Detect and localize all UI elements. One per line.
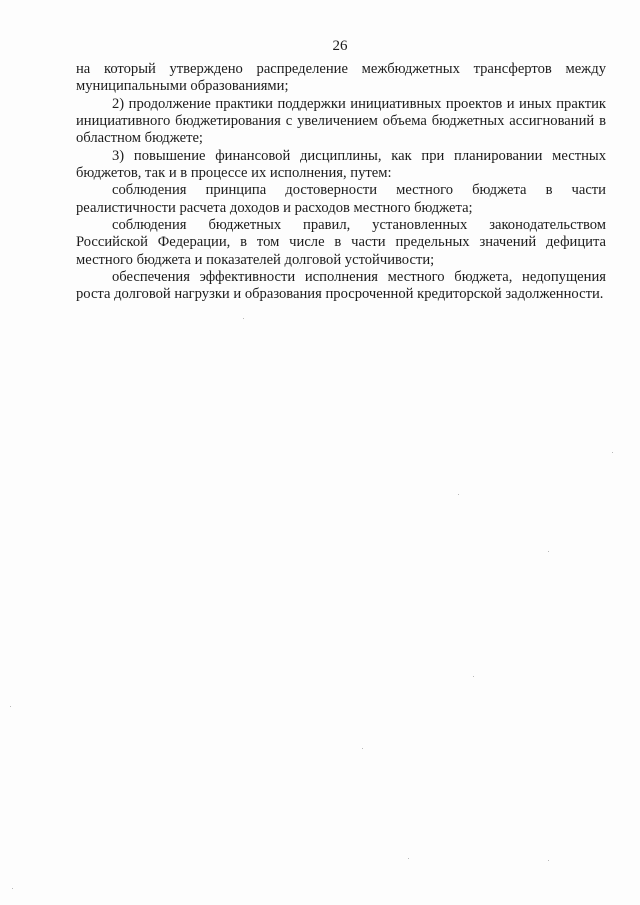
scan-speck [12, 888, 13, 889]
scan-speck [458, 494, 459, 495]
document-body [76, 61, 606, 304]
scan-speck [408, 858, 409, 859]
paragraph-budget-efficiency: обеспечения эффективности исполнения местного бюджета, недопущения роста долговой нагрузки и образования просроченной кредиторской задолженности. [76, 269, 606, 303]
paragraph-distribution: на который утверждено распределение межбюджетных трансфертов между муниципальными образованиями; [76, 61, 606, 95]
page-number: 26 [332, 38, 348, 54]
scan-speck [243, 318, 244, 319]
scan-speck [362, 748, 363, 749]
scan-speck [548, 860, 549, 861]
scan-speck [10, 706, 11, 707]
scan-speck [612, 452, 613, 453]
paragraph-budget-rules: соблюдения бюджетных правил, установленных законодательством Российской Федерации, в том числе в части предельных значений дефицита местного бюджета и показателей долговой устойчивости; [76, 217, 606, 268]
paragraph-budget-reliability: соблюдения принципа достоверности местного бюджета в части реалистичности расчета доходов и расходов местного бюджета; [76, 182, 606, 216]
scan-speck [473, 676, 474, 677]
paragraph-initiative-projects: 2) продолжение практики поддержки инициативных проектов и иных практик инициативного бюджетирования с увеличением объема бюджетных ассигнований в областном бюджете; [76, 95, 606, 147]
scan-speck [548, 551, 549, 552]
paragraph-financial-discipline: 3) повышение финансовой дисциплины, как при планировании местных бюджетов, так и в процессе их исполнения, путем: [76, 147, 606, 182]
